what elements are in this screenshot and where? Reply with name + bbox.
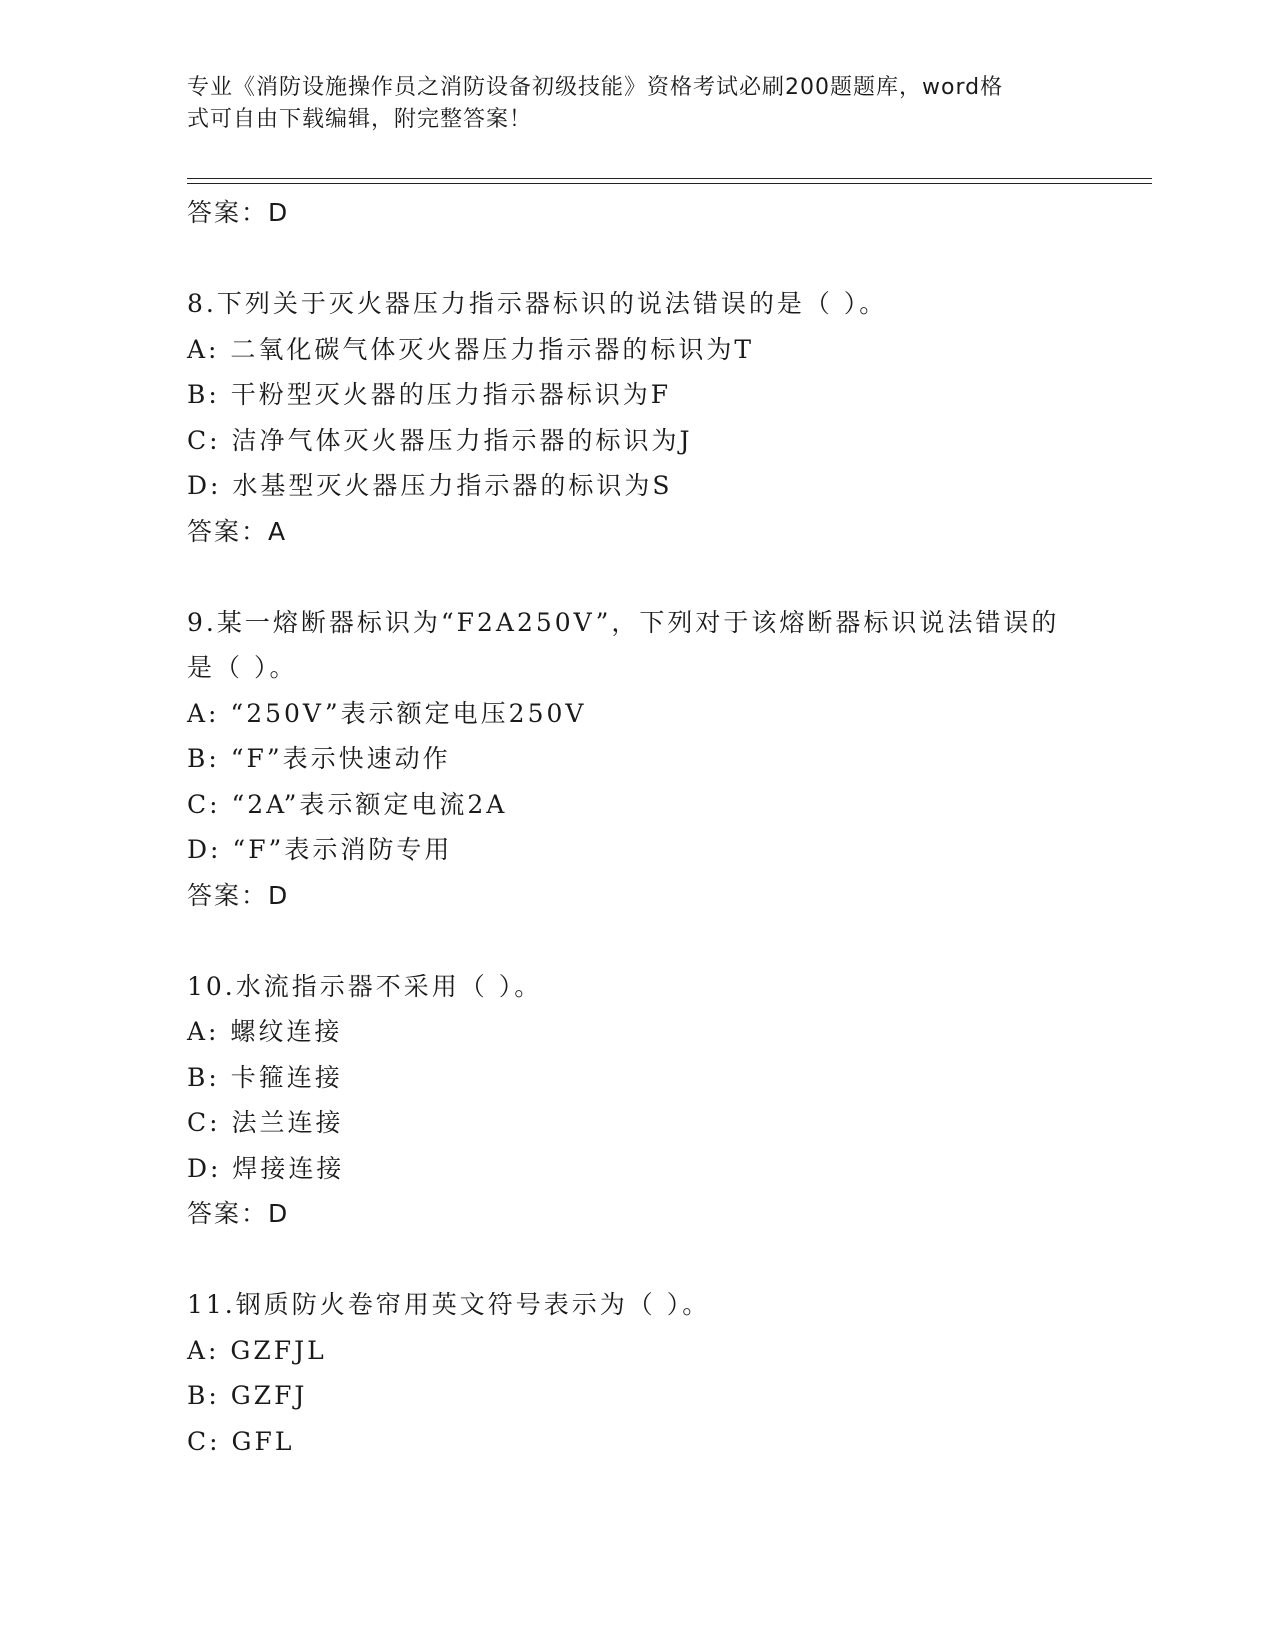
document-header xyxy=(187,72,1067,136)
header-rule-bottom xyxy=(187,183,1152,184)
answer-label: 答案：A xyxy=(187,516,288,546)
question-list xyxy=(187,190,1152,1464)
option-d: D: 水基型灭火器压力指示器的标识为S xyxy=(187,471,673,500)
header-line-2: 式可自由下载编辑，附完整答案！ xyxy=(187,107,533,132)
option-a: A: “250V”表示额定电压250V xyxy=(187,698,587,728)
question-block xyxy=(187,281,1152,554)
option-d: D: 焊接连接 xyxy=(187,1153,345,1183)
option-d: D: “F”表示消防专用 xyxy=(187,835,453,864)
option-b: B: 卡箍连接 xyxy=(187,1062,343,1092)
question-block xyxy=(187,964,1152,1237)
option-c: C: GFL xyxy=(187,1426,295,1456)
answer-label: 答案：D xyxy=(187,198,290,227)
option-b: B: GZFJ xyxy=(187,1381,308,1410)
option-a: A: 二氧化碳气体灭火器压力指示器的标识为T xyxy=(187,334,755,364)
question-stem: 9.某一熔断器标识为“F2A250V”，下列对于该熔断器标识说法错误的 xyxy=(187,607,1060,637)
option-b: B: 干粉型灭火器的压力指示器标识为F xyxy=(187,380,672,409)
spacer xyxy=(187,554,1152,600)
spacer xyxy=(187,236,1152,282)
header-line-1: 专业《消防设施操作员之消防设备初级技能》资格考试必刷200题题库，word格 xyxy=(187,75,1004,100)
option-a: A: 螺纹连接 xyxy=(187,1017,343,1046)
question-stem-continued: 是（ ）。 xyxy=(187,653,298,682)
question-block xyxy=(187,600,1152,919)
question-stem: 8.下列关于灭火器压力指示器标识的说法错误的是（ ）。 xyxy=(187,289,888,318)
header-rule-top xyxy=(187,178,1152,179)
spacer xyxy=(187,1237,1152,1283)
option-c: C: 洁净气体灭火器压力指示器的标识为J xyxy=(187,425,693,455)
option-c: C: “2A”表示额定电流2A xyxy=(187,789,508,819)
question-stem: 11.钢质防火卷帘用英文符号表示为（ ）。 xyxy=(187,1290,711,1319)
option-c: C: 法兰连接 xyxy=(187,1108,344,1137)
answer-label: 答案：D xyxy=(187,1199,290,1228)
answer-label: 答案：D xyxy=(187,880,290,910)
option-a: A: GZFJL xyxy=(187,1335,327,1365)
question-stem: 10.水流指示器不采用（ ）。 xyxy=(187,971,543,1001)
question-block xyxy=(187,1282,1152,1464)
option-b: B: “F”表示快速动作 xyxy=(187,744,451,773)
spacer xyxy=(187,918,1152,964)
